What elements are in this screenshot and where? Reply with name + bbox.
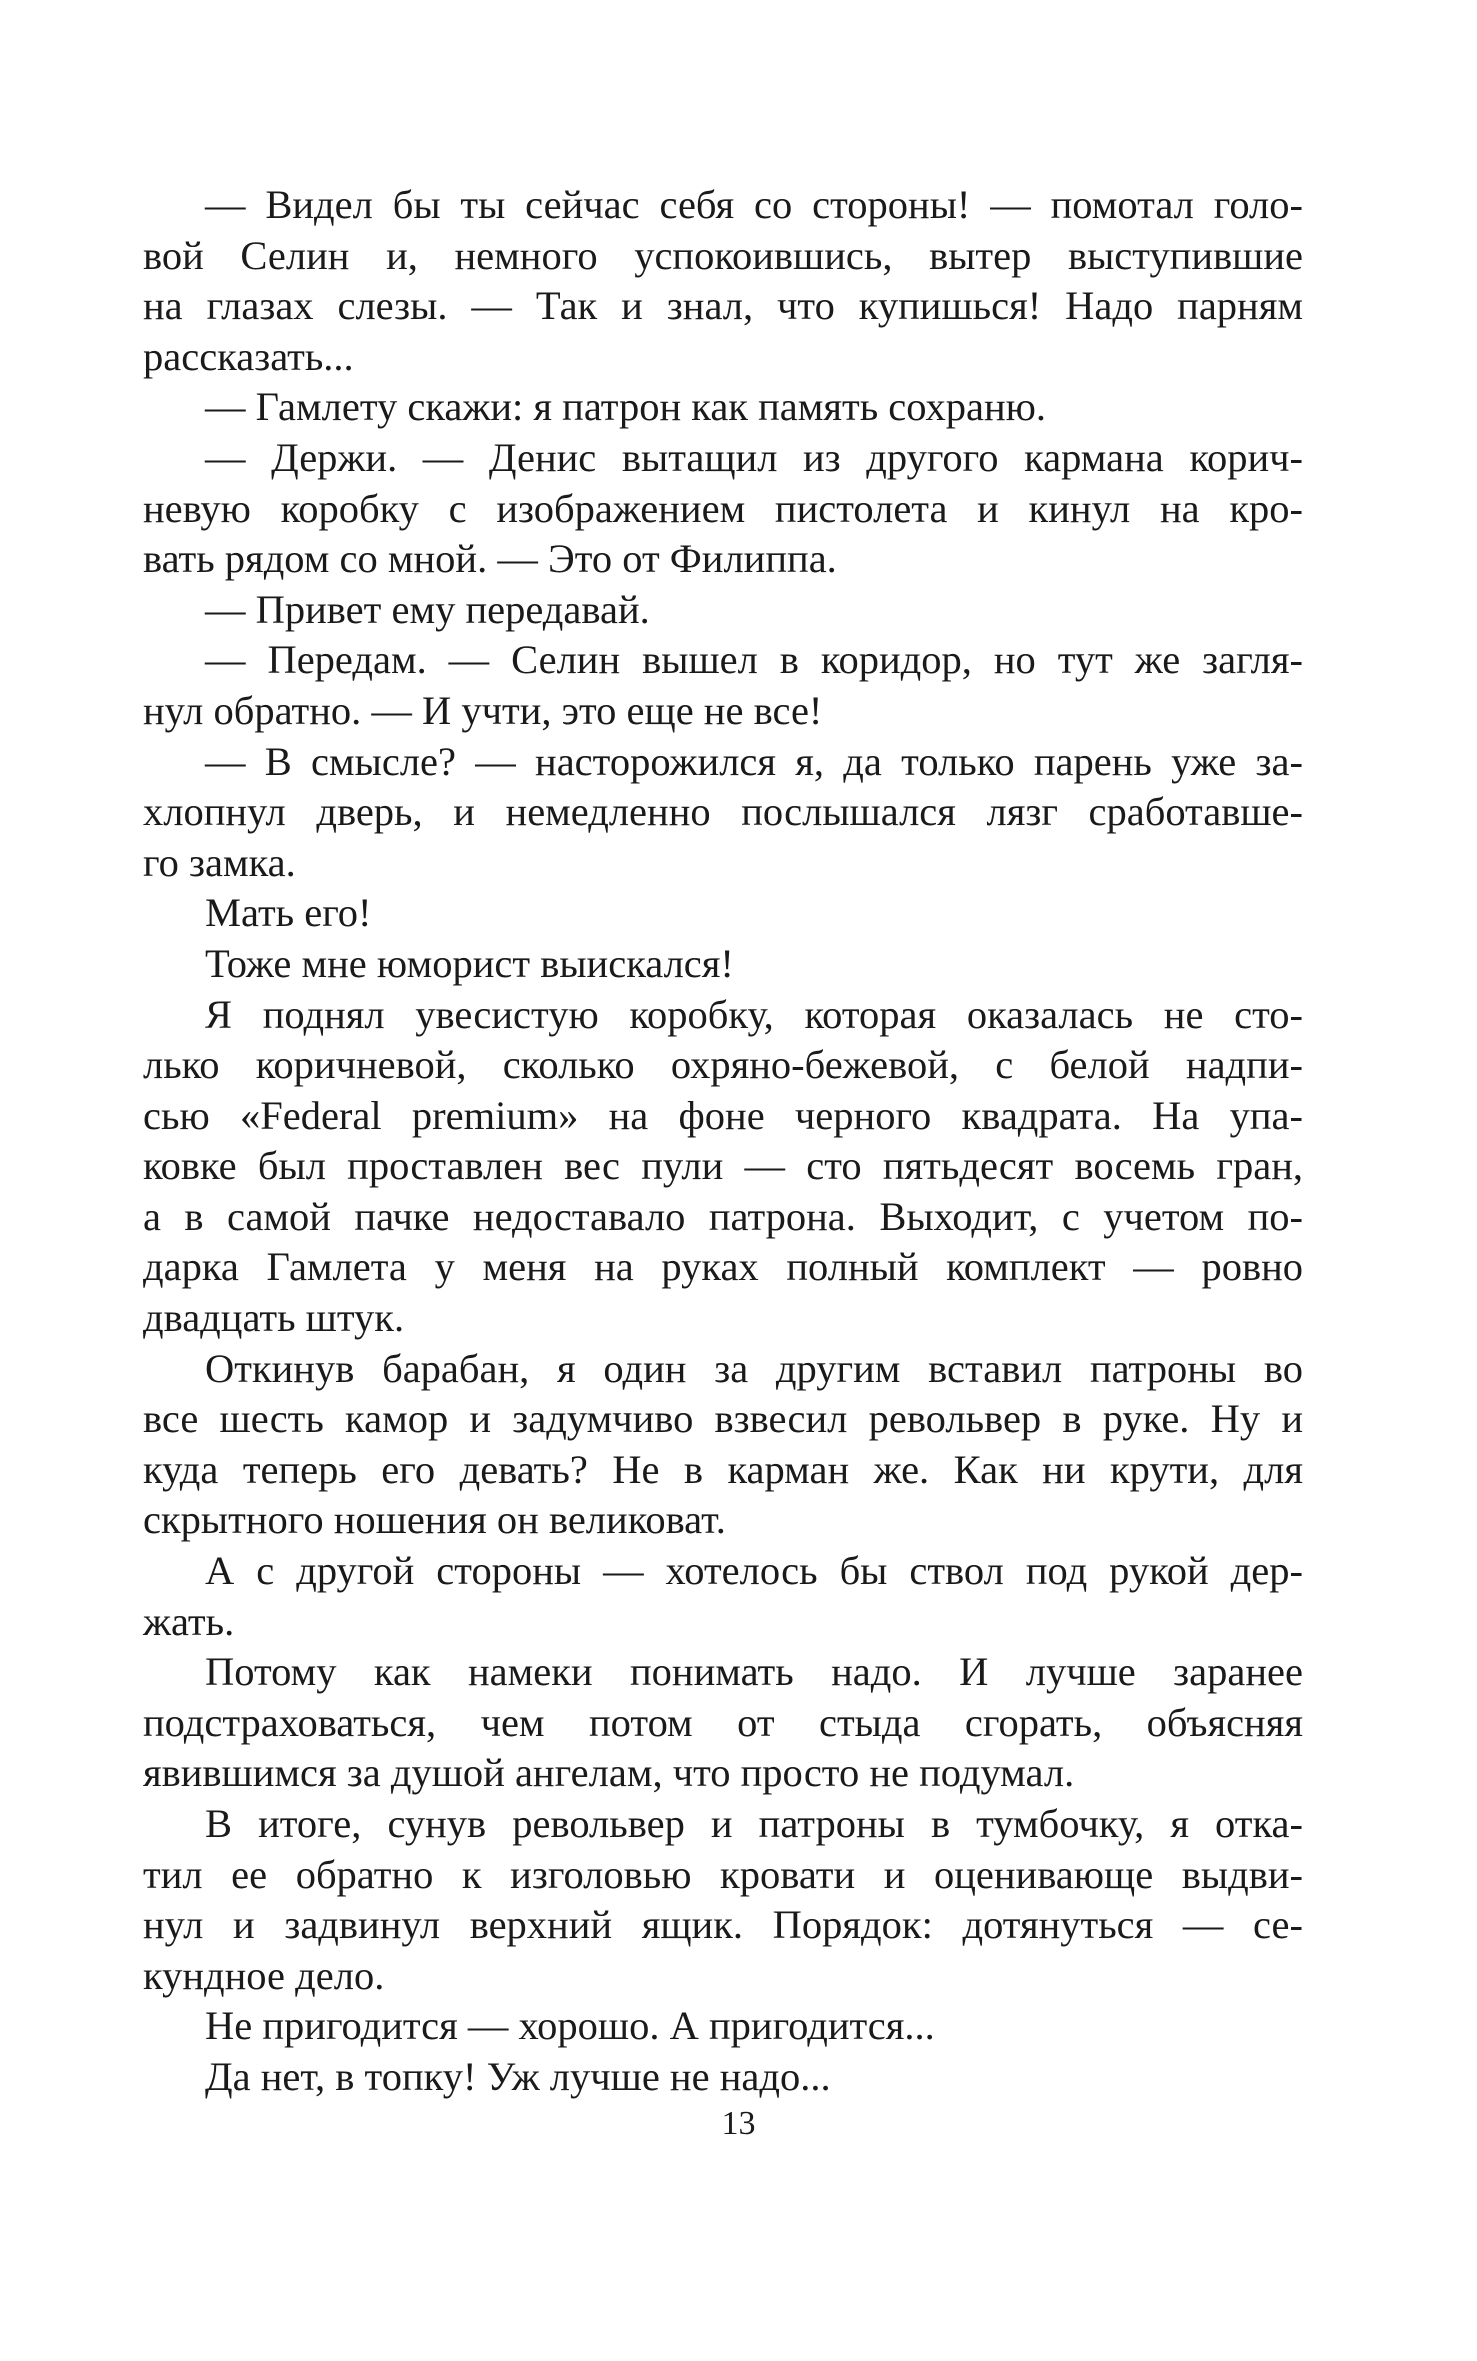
text-line: сью «Federal premium» на фоне черного квадрата. На упа-: [143, 1092, 1303, 1138]
text-line: нул и задвинул верхний ящик. Порядок: дотянуться — се-: [143, 1902, 1303, 1948]
text-line: двадцать штук.: [143, 1295, 405, 1341]
text-line: дарка Гамлета у меня на руках полный комплект — ровно: [143, 1244, 1303, 1290]
text-line: а в самой пачке недоставало патрона. Выходит, с учетом по-: [143, 1193, 1303, 1239]
text-line: лько коричневой, сколько охряно-бежевой, с белой надпи-: [143, 1042, 1303, 1088]
body-text: [143, 180, 1303, 2103]
text-line: хлопнул дверь, и немедленно послышался лязг сработавше-: [143, 789, 1303, 835]
page-number: 13: [721, 2105, 756, 2142]
text-line: — Видел бы ты сейчас себя со стороны! — помотал голо-: [205, 182, 1303, 227]
text-line: Не пригодится — хорошо. А пригодится...: [205, 2003, 935, 2049]
text-line: вать рядом со мной. — Это от Филиппа.: [143, 536, 837, 582]
text-line: Тоже мне юморист выискался!: [205, 940, 734, 986]
text-line: кундное дело.: [143, 1952, 385, 1998]
text-line: явившимся за душой ангелам, что просто не подумал.: [143, 1750, 1075, 1796]
text-line: В итоге, сунув револьвер и патроны в тумбочку, я отка-: [205, 1801, 1303, 1846]
text-line: скрытного ношения он великоват.: [143, 1497, 726, 1543]
text-line: — Держи. — Денис вытащил из другого кармана корич-: [205, 434, 1303, 480]
text-line: рассказать...: [143, 333, 354, 379]
text-line: нул обратно. — И учти, это еще не все!: [143, 687, 823, 733]
text-line: Я поднял увесистую коробку, которая оказалась не сто-: [205, 991, 1303, 1037]
text-line: куда теперь его девать? Не в карман же. Как ни крути, для: [143, 1446, 1303, 1492]
text-line: жать.: [143, 1598, 235, 1644]
text-line: го замка.: [143, 839, 296, 885]
text-line: — Передам. — Селин вышел в коридор, но тут же загля-: [205, 637, 1303, 683]
text-line: ковке был проставлен вес пули — сто пятьдесят восемь гран,: [143, 1143, 1303, 1189]
text-line: Мать его!: [205, 890, 372, 936]
text-line: А с другой стороны — хотелось бы ствол под рукой дер-: [205, 1548, 1303, 1594]
text-line: — Привет ему передавай.: [205, 586, 650, 632]
text-line: — В смысле? — насторожился я, да только парень уже за-: [205, 738, 1303, 784]
text-line: невую коробку с изображением пистолета и кинул на кро-: [143, 485, 1303, 531]
text-line: все шесть камор и задумчиво взвесил револьвер в руке. Ну и: [143, 1396, 1303, 1442]
text-line: на глазах слезы. — Так и знал, что купишься! Надо парням: [143, 283, 1303, 329]
text-line: Откинув барабан, я один за другим вставил патроны во: [205, 1345, 1303, 1391]
text-line: вой Селин и, немного успокоившись, вытер выступившие: [143, 232, 1303, 278]
text-line: — Гамлету скажи: я патрон как память сохраню.: [205, 384, 1047, 430]
text-line: Потому как намеки понимать надо. И лучше заранее: [205, 1649, 1303, 1695]
text-line: Да нет, в топку! Уж лучше не надо...: [205, 2053, 831, 2099]
text-line: подстраховаться, чем потом от стыда сгорать, объясняя: [143, 1699, 1303, 1745]
text-line: тил ее обратно к изголовью кровати и оценивающе выдви-: [143, 1851, 1303, 1897]
